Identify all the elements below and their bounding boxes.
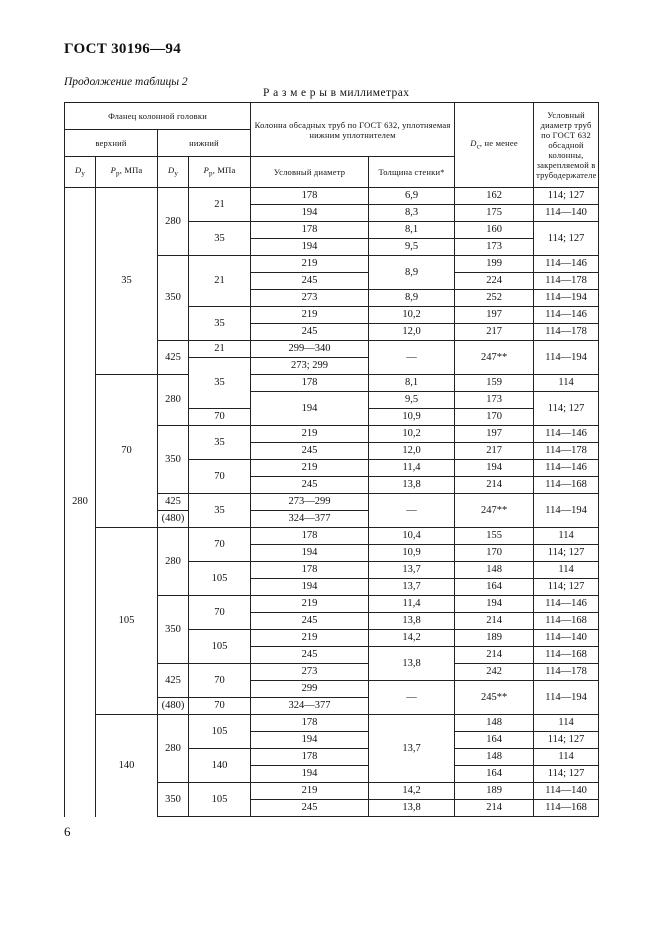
cell-dc: 214 — [455, 800, 534, 817]
cell-dc: 173 — [455, 239, 534, 256]
cell-wall-thickness: 13,8 — [369, 613, 455, 630]
cell-dc: 247** — [455, 494, 534, 528]
cell-nominal-diameter: 178 — [251, 562, 369, 579]
cell-conditional-diameter: 114—140 — [534, 205, 599, 222]
cell-wall-thickness: 14,2 — [369, 783, 455, 800]
cell-wall-thickness: 11,4 — [369, 460, 455, 477]
cell-wall-thickness: 12,0 — [369, 443, 455, 460]
header-casing: Колонна обсадных труб по ГОСТ 632, уплотняемая нижним уплотнителем — [251, 103, 455, 157]
cell-lower-pp: 70 — [189, 409, 251, 426]
cell-dc: 197 — [455, 426, 534, 443]
cell-wall-thickness: 9,5 — [369, 239, 455, 256]
cell-lower-dy: 280 — [158, 715, 189, 783]
cell-conditional-diameter: 114; 127 — [534, 188, 599, 205]
cell-nominal-diameter: 194 — [251, 732, 369, 749]
cell-nominal-diameter: 273 — [251, 664, 369, 681]
cell-conditional-diameter: 114; 127 — [534, 579, 599, 596]
header-wall-thickness: Толщина стенки* — [369, 157, 455, 188]
cell-conditional-diameter: 114—194 — [534, 681, 599, 715]
cell-nominal-diameter: 299—340 — [251, 341, 369, 358]
cell-nominal-diameter: 219 — [251, 426, 369, 443]
cell-conditional-diameter: 114—146 — [534, 256, 599, 273]
cell-nominal-diameter: 219 — [251, 256, 369, 273]
cell-wall-thickness: 10,2 — [369, 307, 455, 324]
cell-lower-pp: 21 — [189, 341, 251, 358]
cell-wall-thickness: 13,7 — [369, 562, 455, 579]
cell-lower-pp: 35 — [189, 307, 251, 341]
cell-wall-thickness: 13,7 — [369, 715, 455, 783]
cell-lower-pp: 21 — [189, 256, 251, 307]
standard-title: ГОСТ 30196—94 — [64, 41, 182, 57]
header-lower: нижний — [158, 130, 251, 157]
cell-wall-thickness: 8,1 — [369, 375, 455, 392]
cell-wall-thickness: 13,8 — [369, 477, 455, 494]
cell-nominal-diameter: 299 — [251, 681, 369, 698]
cell-nominal-diameter: 245 — [251, 324, 369, 341]
header-flange: Фланец колонной головки — [65, 103, 251, 130]
header-dy-upper: $D_y$ — [65, 157, 96, 188]
table-row — [65, 715, 599, 732]
cell-dc: 199 — [455, 256, 534, 273]
cell-dc: 214 — [455, 477, 534, 494]
cell-nominal-diameter: 219 — [251, 783, 369, 800]
cell-conditional-diameter: 114—168 — [534, 613, 599, 630]
cell-lower-pp: 105 — [189, 715, 251, 749]
cell-nominal-diameter: 219 — [251, 460, 369, 477]
cell-upper-pp: 35 — [96, 188, 158, 375]
cell-lower-pp: 35 — [189, 426, 251, 460]
page-number: 6 — [64, 824, 71, 839]
cell-lower-pp: 35 — [189, 222, 251, 256]
cell-nominal-diameter: 194 — [251, 205, 369, 222]
cell-lower-pp: 70 — [189, 698, 251, 715]
cell-nominal-diameter: 245 — [251, 477, 369, 494]
cell-wall-thickness: 9,5 — [369, 392, 455, 409]
cell-wall-thickness: — — [369, 494, 455, 528]
cell-nominal-diameter: 194 — [251, 239, 369, 256]
cell-lower-pp: 105 — [189, 562, 251, 596]
cell-nominal-diameter: 219 — [251, 307, 369, 324]
cell-lower-pp: 35 — [189, 494, 251, 528]
cell-wall-thickness: 13,7 — [369, 579, 455, 596]
cell-nominal-diameter: 178 — [251, 528, 369, 545]
cell-lower-pp: 70 — [189, 664, 251, 698]
header-pp-upper: $P_p$, МПа — [96, 157, 158, 188]
cell-wall-thickness: 10,9 — [369, 545, 455, 562]
cell-lower-dy: 280 — [158, 375, 189, 426]
cell-lower-dy: 425 — [158, 341, 189, 375]
cell-dc: 217 — [455, 443, 534, 460]
cell-lower-pp: 70 — [189, 460, 251, 494]
cell-conditional-diameter: 114—194 — [534, 290, 599, 307]
cell-dc: 245** — [455, 681, 534, 715]
cell-lower-pp: 105 — [189, 783, 251, 817]
cell-upper-dy: 280 — [65, 188, 96, 817]
cell-lower-dy: 280 — [158, 188, 189, 256]
cell-dc: 189 — [455, 630, 534, 647]
cell-lower-dy: 280 — [158, 528, 189, 596]
cell-conditional-diameter: 114—168 — [534, 800, 599, 817]
cell-wall-thickness: 6,9 — [369, 188, 455, 205]
cell-conditional-diameter: 114; 127 — [534, 732, 599, 749]
cell-wall-thickness: 12,0 — [369, 324, 455, 341]
cell-conditional-diameter: 114—178 — [534, 324, 599, 341]
cell-lower-pp: 21 — [189, 188, 251, 222]
cell-dc: 173 — [455, 392, 534, 409]
cell-dc: 155 — [455, 528, 534, 545]
cell-conditional-diameter: 114—146 — [534, 460, 599, 477]
cell-nominal-diameter: 245 — [251, 613, 369, 630]
cell-conditional-diameter: 114—178 — [534, 273, 599, 290]
cell-dc: 162 — [455, 188, 534, 205]
table-row — [65, 188, 599, 205]
cell-dc: 148 — [455, 562, 534, 579]
dimensions-table — [64, 102, 599, 817]
cell-lower-dy: 350 — [158, 783, 189, 817]
cell-nominal-diameter: 219 — [251, 596, 369, 613]
cell-lower-dy: 425 — [158, 664, 189, 698]
cell-lower-pp: 70 — [189, 528, 251, 562]
header-conditional-diameter: Условный диаметр труб по ГОСТ 632 обсадной колонны, закрепляемой в трубодержателе — [534, 103, 599, 188]
cell-nominal-diameter: 245 — [251, 273, 369, 290]
cell-conditional-diameter: 114—140 — [534, 783, 599, 800]
cell-dc: 214 — [455, 647, 534, 664]
cell-conditional-diameter: 114 — [534, 715, 599, 732]
cell-nominal-diameter: 245 — [251, 443, 369, 460]
cell-lower-pp: 35 — [189, 358, 251, 409]
cell-wall-thickness: 13,8 — [369, 647, 455, 681]
cell-dc: 148 — [455, 749, 534, 766]
cell-wall-thickness: 8,9 — [369, 256, 455, 290]
cell-nominal-diameter: 194 — [251, 545, 369, 562]
cell-wall-thickness: 11,4 — [369, 596, 455, 613]
cell-dc: 242 — [455, 664, 534, 681]
cell-conditional-diameter: 114 — [534, 749, 599, 766]
cell-upper-pp: 105 — [96, 528, 158, 715]
header-nominal-diameter: Условный диаметр — [251, 157, 369, 188]
cell-lower-dy: (480) — [158, 511, 189, 528]
cell-lower-dy: 350 — [158, 426, 189, 494]
cell-dc: 189 — [455, 783, 534, 800]
cell-conditional-diameter: 114—194 — [534, 341, 599, 375]
cell-wall-thickness: 8,1 — [369, 222, 455, 239]
cell-conditional-diameter: 114; 127 — [534, 545, 599, 562]
table-continuation-caption: Продолжение таблицы 2 — [64, 76, 188, 88]
cell-conditional-diameter: 114; 127 — [534, 392, 599, 426]
cell-lower-dy: 350 — [158, 596, 189, 664]
cell-dc: 214 — [455, 613, 534, 630]
cell-wall-thickness: 8,3 — [369, 205, 455, 222]
cell-dc: 164 — [455, 579, 534, 596]
cell-wall-thickness: 14,2 — [369, 630, 455, 647]
cell-dc: 175 — [455, 205, 534, 222]
cell-conditional-diameter: 114—146 — [534, 426, 599, 443]
cell-dc: 217 — [455, 324, 534, 341]
cell-nominal-diameter: 273; 299 — [251, 358, 369, 375]
cell-lower-pp: 70 — [189, 596, 251, 630]
cell-nominal-diameter: 194 — [251, 766, 369, 783]
cell-wall-thickness: 13,8 — [369, 800, 455, 817]
cell-dc: 170 — [455, 545, 534, 562]
cell-conditional-diameter: 114; 127 — [534, 222, 599, 256]
cell-dc: 159 — [455, 375, 534, 392]
cell-conditional-diameter: 114—140 — [534, 630, 599, 647]
cell-nominal-diameter: 178 — [251, 222, 369, 239]
cell-dc: 160 — [455, 222, 534, 239]
cell-lower-pp: 105 — [189, 630, 251, 664]
table-row — [65, 528, 599, 545]
cell-wall-thickness: 10,4 — [369, 528, 455, 545]
table-row — [65, 375, 599, 392]
cell-nominal-diameter: 178 — [251, 188, 369, 205]
cell-nominal-diameter: 245 — [251, 800, 369, 817]
cell-dc: 170 — [455, 409, 534, 426]
header-pp-lower: $P_p$, МПа — [189, 157, 251, 188]
cell-conditional-diameter: 114; 127 — [534, 766, 599, 783]
cell-conditional-diameter: 114 — [534, 375, 599, 392]
header-dy-lower: $D_y$ — [158, 157, 189, 188]
cell-wall-thickness: 10,9 — [369, 409, 455, 426]
cell-lower-dy: 425 — [158, 494, 189, 511]
header-upper: верхний — [65, 130, 158, 157]
cell-conditional-diameter: 114—146 — [534, 596, 599, 613]
dimensions-note: Р а з м е р ы в миллиметрах — [263, 87, 410, 99]
cell-wall-thickness: 10,2 — [369, 426, 455, 443]
cell-conditional-diameter: 114 — [534, 528, 599, 545]
cell-nominal-diameter: 219 — [251, 630, 369, 647]
cell-conditional-diameter: 114—178 — [534, 443, 599, 460]
cell-wall-thickness: — — [369, 681, 455, 715]
cell-dc: 164 — [455, 766, 534, 783]
cell-lower-pp: 140 — [189, 749, 251, 783]
cell-dc: 194 — [455, 596, 534, 613]
cell-dc: 247** — [455, 341, 534, 375]
cell-nominal-diameter: 324—377 — [251, 511, 369, 528]
cell-lower-dy: 350 — [158, 256, 189, 341]
cell-conditional-diameter: 114—146 — [534, 307, 599, 324]
cell-nominal-diameter: 194 — [251, 392, 369, 426]
cell-dc: 194 — [455, 460, 534, 477]
cell-nominal-diameter: 273—299 — [251, 494, 369, 511]
cell-nominal-diameter: 273 — [251, 290, 369, 307]
cell-conditional-diameter: 114—168 — [534, 477, 599, 494]
cell-nominal-diameter: 245 — [251, 647, 369, 664]
cell-nominal-diameter: 324—377 — [251, 698, 369, 715]
cell-conditional-diameter: 114—194 — [534, 494, 599, 528]
cell-wall-thickness: — — [369, 341, 455, 375]
cell-dc: 164 — [455, 732, 534, 749]
cell-nominal-diameter: 178 — [251, 375, 369, 392]
cell-conditional-diameter: 114—168 — [534, 647, 599, 664]
cell-upper-pp: 70 — [96, 375, 158, 528]
cell-dc: 148 — [455, 715, 534, 732]
cell-conditional-diameter: 114 — [534, 562, 599, 579]
cell-dc: 197 — [455, 307, 534, 324]
header-dc: $D_c$, не менее — [455, 103, 534, 188]
cell-nominal-diameter: 178 — [251, 715, 369, 732]
cell-nominal-diameter: 194 — [251, 579, 369, 596]
cell-dc: 252 — [455, 290, 534, 307]
cell-nominal-diameter: 178 — [251, 749, 369, 766]
cell-dc: 224 — [455, 273, 534, 290]
cell-wall-thickness: 8,9 — [369, 290, 455, 307]
cell-lower-dy: (480) — [158, 698, 189, 715]
cell-conditional-diameter: 114—178 — [534, 664, 599, 681]
table-body — [65, 103, 599, 817]
cell-upper-pp: 140 — [96, 715, 158, 817]
